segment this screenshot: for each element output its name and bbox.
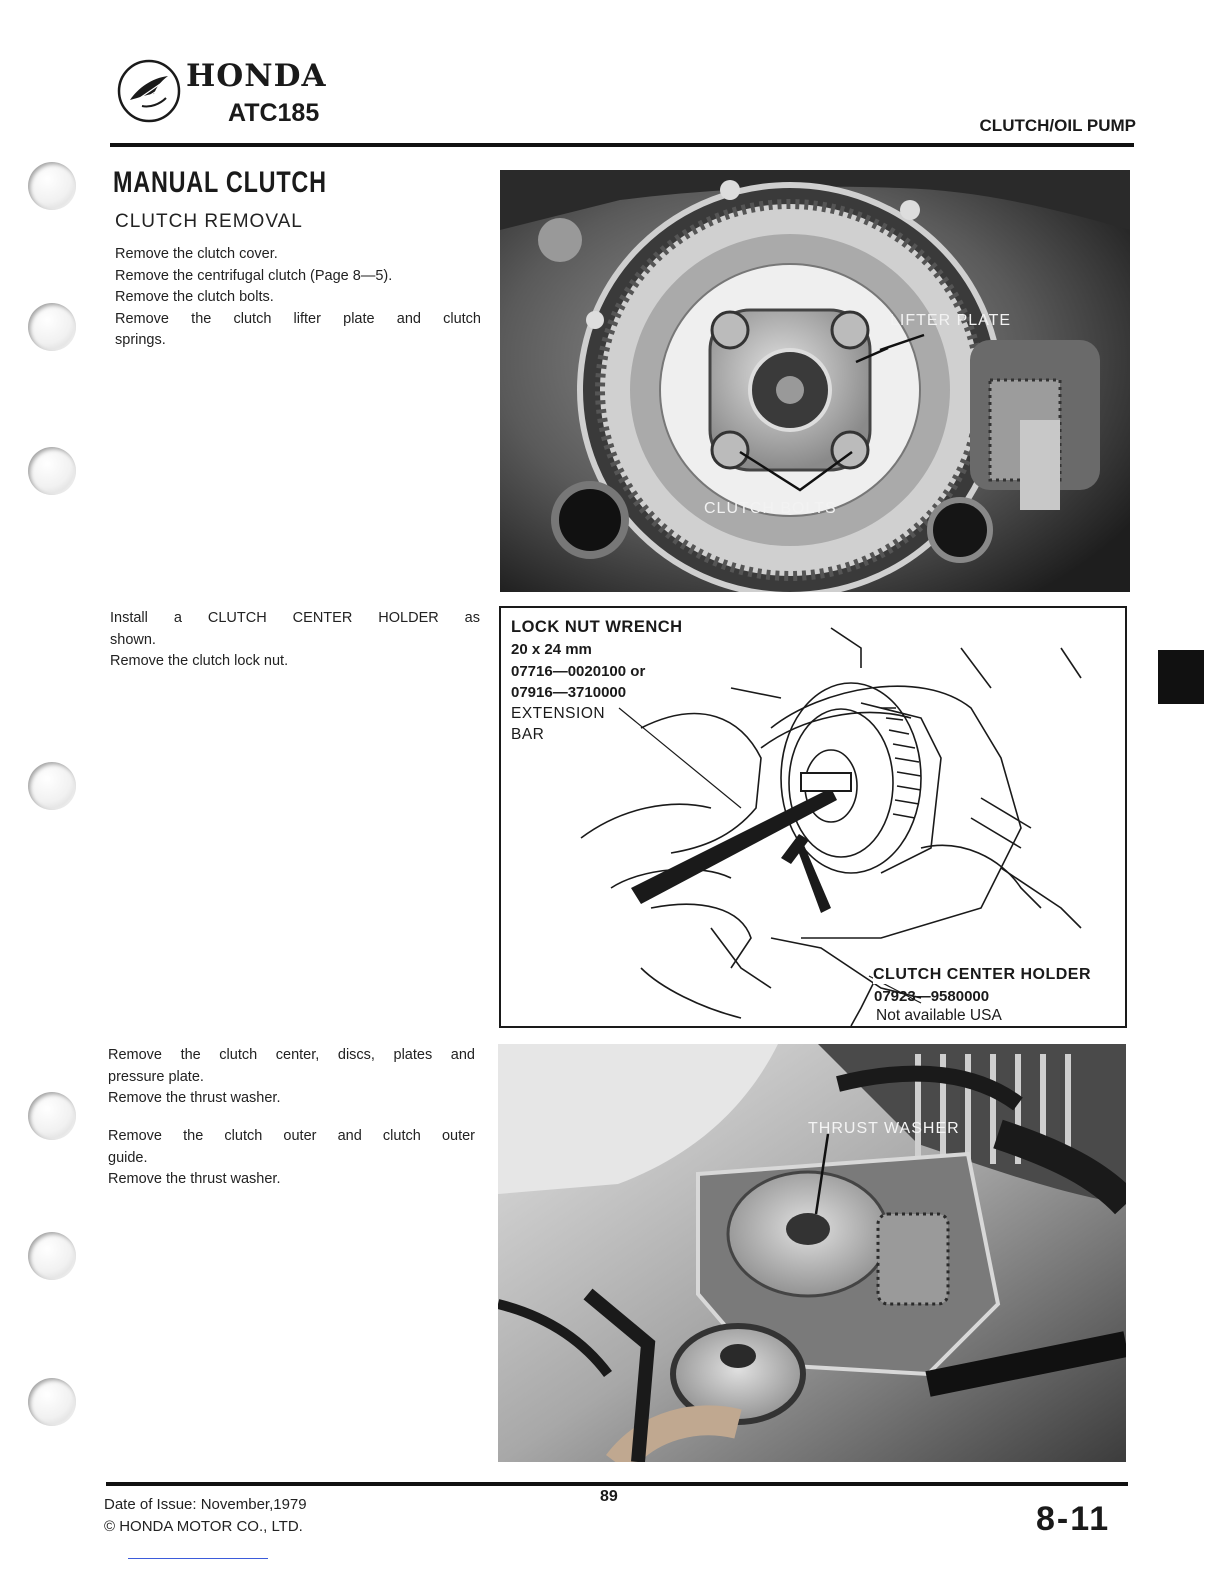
binder-hole xyxy=(28,1232,76,1280)
instruction-line: Remove the clutch cover. xyxy=(115,246,278,262)
honda-wing-logo xyxy=(116,58,182,124)
instruction-line: Remove the centrifugal clutch (Page 8—5). xyxy=(115,267,393,284)
binder-hole xyxy=(28,162,76,210)
thrust-washer-photo xyxy=(498,1044,1126,1462)
section-title: CLUTCH/OIL PUMP xyxy=(979,116,1136,135)
instruction-line: shown. xyxy=(110,631,156,648)
binder-hole xyxy=(28,1378,76,1426)
page-title: MANUAL CLUTCH xyxy=(113,166,327,199)
extension-label-1: EXTENSION xyxy=(511,705,606,722)
honda-wing-icon xyxy=(116,58,182,124)
instruction-line: Remove the clutch lifter plate and clutch xyxy=(115,310,481,327)
brand-name: HONDA xyxy=(186,58,327,94)
copyright-notice: © HONDA MOTOR CO., LTD. xyxy=(104,1518,303,1535)
holder-availability-note: Not available USA xyxy=(876,1007,1002,1024)
thrust-washer-label: THRUST WASHER xyxy=(808,1120,960,1137)
section-tab-marker xyxy=(1158,650,1204,704)
extension-label-2: BAR xyxy=(511,726,545,743)
binder-hole xyxy=(28,447,76,495)
instruction-line: Remove the clutch lock nut. xyxy=(110,653,289,669)
instructions-block-2 xyxy=(110,608,480,673)
header-rule xyxy=(110,143,1134,147)
instruction-line: Remove the thrust washer. xyxy=(108,1090,281,1106)
instruction-line: guide. xyxy=(108,1149,148,1166)
instructions-block-4 xyxy=(108,1126,475,1191)
lock-nut-wrench-diagram xyxy=(499,606,1127,1028)
wrench-part-number-2: 07916—3710000 xyxy=(511,684,627,701)
instruction-line: Remove the clutch center, discs, plates and xyxy=(108,1047,475,1063)
model-name: ATC185 xyxy=(228,99,320,127)
subsection-title: CLUTCH REMOVAL xyxy=(115,211,303,232)
instruction-line: springs. xyxy=(115,332,166,348)
wrench-size: 20 x 24 mm xyxy=(511,641,592,658)
instructions-block-1 xyxy=(115,244,481,352)
instruction-line: Remove the thrust washer. xyxy=(108,1171,281,1187)
wrench-title: LOCK NUT WRENCH xyxy=(511,618,683,636)
instructions-block-3 xyxy=(108,1045,475,1110)
holder-title: CLUTCH CENTER HOLDER xyxy=(873,966,1091,983)
bottom-underline xyxy=(128,1558,268,1559)
lifter-plate-label: LIFTER PLATE xyxy=(890,312,1012,329)
binder-hole xyxy=(28,303,76,351)
wrench-part-number-1: 07716—0020100 or xyxy=(511,663,646,680)
binder-hole xyxy=(28,1092,76,1140)
footer-rule xyxy=(106,1482,1128,1486)
instruction-line: Remove the clutch outer and clutch outer xyxy=(108,1128,475,1144)
binder-hole xyxy=(28,762,76,810)
clutch-bolts-label: CLUTCH BOLTS xyxy=(704,500,837,517)
clutch-lifter-plate-photo xyxy=(500,170,1130,592)
holder-part-number: 07923—9580000 xyxy=(874,988,990,1005)
section-page-number: 8-11 xyxy=(1036,1500,1111,1538)
instruction-line: Remove the clutch bolts. xyxy=(115,289,274,305)
page-number: 89 xyxy=(600,1488,618,1505)
issue-date: Date of Issue: November,1979 xyxy=(104,1496,307,1513)
instruction-line: Install a CLUTCH CENTER HOLDER as xyxy=(110,610,480,626)
instruction-line: pressure plate. xyxy=(108,1068,204,1085)
